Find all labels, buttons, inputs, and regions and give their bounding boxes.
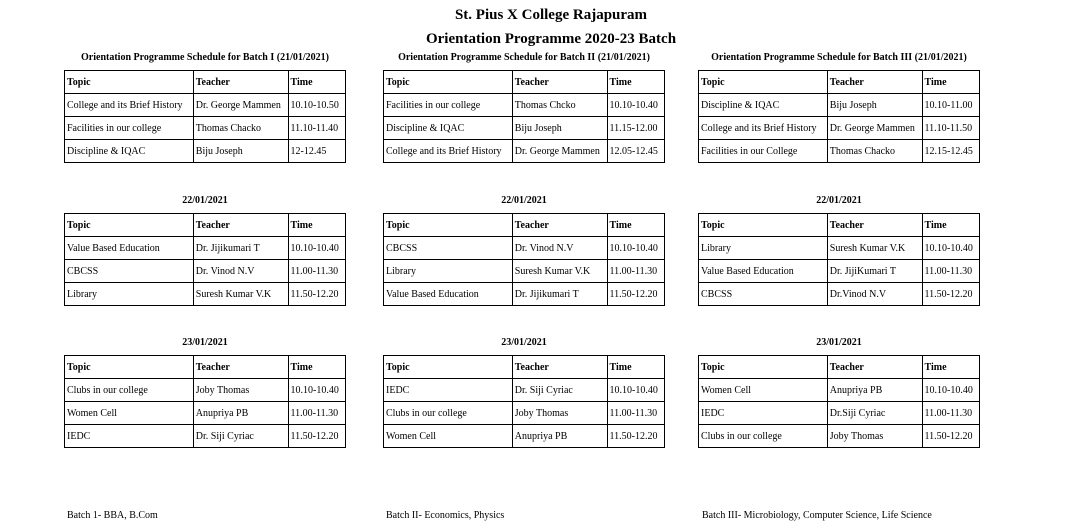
topic-cell: Library xyxy=(65,283,194,306)
table-header-row xyxy=(65,214,346,237)
college-title: St. Pius X College Rajapuram xyxy=(454,7,648,23)
topic-cell: Clubs in our college xyxy=(65,379,194,402)
schedule-heading: Orientation Programme Schedule for Batch I (21/01/2021) xyxy=(81,52,329,63)
column-header-time: Time xyxy=(922,356,980,379)
column-header-teacher: Teacher xyxy=(827,71,922,94)
table-row xyxy=(65,260,346,283)
topic-cell: Discipline & IQAC xyxy=(699,94,828,117)
table-row xyxy=(699,237,980,260)
column-header-time: Time xyxy=(922,71,980,94)
table-row xyxy=(384,283,665,306)
table-header-row xyxy=(65,71,346,94)
schedule-heading: 22/01/2021 xyxy=(182,195,228,206)
teacher-cell: Thomas Chacko xyxy=(193,117,288,140)
schedule-table xyxy=(383,355,665,448)
topic-cell: IEDC xyxy=(384,379,513,402)
teacher-cell: Thomas Chcko xyxy=(512,94,607,117)
topic-cell: Discipline & IQAC xyxy=(384,117,513,140)
topic-cell: CBCSS xyxy=(699,283,828,306)
teacher-cell: Dr. Jijikumari T xyxy=(193,237,288,260)
column-header-teacher: Teacher xyxy=(193,71,288,94)
teacher-cell: Dr. George Mammen xyxy=(827,117,922,140)
column-header-topic: Topic xyxy=(65,71,194,94)
column-header-time: Time xyxy=(607,214,665,237)
schedule-table xyxy=(698,70,980,163)
teacher-cell: Anupriya PB xyxy=(827,379,922,402)
topic-cell: Discipline & IQAC xyxy=(65,140,194,163)
table-row xyxy=(384,260,665,283)
table-header-row xyxy=(699,214,980,237)
column-header-topic: Topic xyxy=(384,71,513,94)
teacher-cell: Dr. Siji Cyriac xyxy=(512,379,607,402)
column-header-topic: Topic xyxy=(699,71,828,94)
table-header-row xyxy=(384,71,665,94)
batch-footer-note: Batch III- Microbiology, Computer Science, Life Science xyxy=(702,510,932,521)
topic-cell: IEDC xyxy=(65,425,194,448)
table-row xyxy=(65,140,346,163)
topic-cell: Value Based Education xyxy=(65,237,194,260)
time-cell: 11.00-11.30 xyxy=(922,260,980,283)
topic-cell: Facilities in our college xyxy=(384,94,513,117)
column-header-time: Time xyxy=(288,356,346,379)
time-cell: 11.50-12.20 xyxy=(607,283,665,306)
time-cell: 10.10-10.40 xyxy=(288,237,346,260)
schedule-table xyxy=(698,355,980,448)
topic-cell: Clubs in our college xyxy=(699,425,828,448)
column-header-teacher: Teacher xyxy=(512,71,607,94)
teacher-cell: Suresh Kumar V.K xyxy=(512,260,607,283)
teacher-cell: Joby Thomas xyxy=(512,402,607,425)
topic-cell: Value Based Education xyxy=(384,283,513,306)
teacher-cell: Joby Thomas xyxy=(193,379,288,402)
time-cell: 11.00-11.30 xyxy=(288,402,346,425)
teacher-cell: Dr.Vinod N.V xyxy=(827,283,922,306)
topic-cell: College and its Brief History xyxy=(65,94,194,117)
table-row xyxy=(699,402,980,425)
schedule-table xyxy=(64,70,346,163)
schedule-heading: 22/01/2021 xyxy=(816,195,862,206)
topic-cell: Facilities in our College xyxy=(699,140,828,163)
column-header-topic: Topic xyxy=(384,356,513,379)
table-row xyxy=(699,425,980,448)
schedule-heading: Orientation Programme Schedule for Batch II (21/01/2021) xyxy=(398,52,650,63)
teacher-cell: Dr. George Mammen xyxy=(512,140,607,163)
table-row xyxy=(384,402,665,425)
teacher-cell: Dr. Vinod N.V xyxy=(512,237,607,260)
column-header-topic: Topic xyxy=(384,214,513,237)
column-header-teacher: Teacher xyxy=(827,356,922,379)
column-header-time: Time xyxy=(922,214,980,237)
time-cell: 11.50-12.20 xyxy=(922,425,980,448)
time-cell: 11.50-12.20 xyxy=(288,425,346,448)
schedule-heading: 23/01/2021 xyxy=(501,337,547,348)
topic-cell: Women Cell xyxy=(384,425,513,448)
column-header-time: Time xyxy=(607,71,665,94)
schedule-heading: 23/01/2021 xyxy=(816,337,862,348)
column-header-teacher: Teacher xyxy=(193,214,288,237)
teacher-cell: Dr. Siji Cyriac xyxy=(193,425,288,448)
table-row xyxy=(384,94,665,117)
schedule-table xyxy=(383,70,665,163)
table-header-row xyxy=(384,214,665,237)
time-cell: 12.15-12.45 xyxy=(922,140,980,163)
topic-cell: Clubs in our college xyxy=(384,402,513,425)
teacher-cell: Dr. George Mammen xyxy=(193,94,288,117)
teacher-cell: Biju Joseph xyxy=(512,117,607,140)
table-row xyxy=(384,379,665,402)
teacher-cell: Thomas Chacko xyxy=(827,140,922,163)
topic-cell: Library xyxy=(384,260,513,283)
table-row xyxy=(65,283,346,306)
time-cell: 10.10-10.40 xyxy=(607,237,665,260)
table-row xyxy=(384,140,665,163)
column-header-teacher: Teacher xyxy=(193,356,288,379)
table-header-row xyxy=(65,356,346,379)
table-row xyxy=(699,94,980,117)
schedule-table xyxy=(64,355,346,448)
column-header-time: Time xyxy=(607,356,665,379)
column-header-topic: Topic xyxy=(699,356,828,379)
table-row xyxy=(65,379,346,402)
time-cell: 11.10-11.50 xyxy=(922,117,980,140)
table-row xyxy=(384,425,665,448)
batch-footer-note: Batch II- Economics, Physics xyxy=(386,510,505,521)
topic-cell: Facilities in our college xyxy=(65,117,194,140)
time-cell: 11.50-12.20 xyxy=(607,425,665,448)
time-cell: 11.00-11.30 xyxy=(922,402,980,425)
column-header-topic: Topic xyxy=(65,214,194,237)
time-cell: 10.10-10.40 xyxy=(288,379,346,402)
column-header-time: Time xyxy=(288,214,346,237)
time-cell: 11.50-12.20 xyxy=(288,283,346,306)
teacher-cell: Dr. JijiKumari T xyxy=(827,260,922,283)
teacher-cell: Biju Joseph xyxy=(827,94,922,117)
schedule-heading: 23/01/2021 xyxy=(182,337,228,348)
table-row xyxy=(65,237,346,260)
time-cell: 10.10-10.40 xyxy=(922,237,980,260)
table-row xyxy=(65,402,346,425)
time-cell: 11.00-11.30 xyxy=(607,402,665,425)
time-cell: 11.00-11.30 xyxy=(288,260,346,283)
table-row xyxy=(699,260,980,283)
topic-cell: Value Based Education xyxy=(699,260,828,283)
table-row xyxy=(65,117,346,140)
column-header-topic: Topic xyxy=(65,356,194,379)
table-row xyxy=(699,117,980,140)
time-cell: 11.15-12.00 xyxy=(607,117,665,140)
topic-cell: CBCSS xyxy=(65,260,194,283)
table-header-row xyxy=(699,71,980,94)
schedule-heading: Orientation Programme Schedule for Batch III (21/01/2021) xyxy=(711,52,967,63)
teacher-cell: Anupriya PB xyxy=(512,425,607,448)
time-cell: 10.10-10.40 xyxy=(607,379,665,402)
time-cell: 10.10-10.50 xyxy=(288,94,346,117)
table-row xyxy=(384,117,665,140)
time-cell: 11.00-11.30 xyxy=(607,260,665,283)
table-row xyxy=(65,94,346,117)
table-header-row xyxy=(384,356,665,379)
schedule-table xyxy=(383,213,665,306)
table-row xyxy=(699,140,980,163)
time-cell: 10.10-10.40 xyxy=(922,379,980,402)
schedule-table xyxy=(698,213,980,306)
column-header-time: Time xyxy=(288,71,346,94)
topic-cell: Library xyxy=(699,237,828,260)
teacher-cell: Biju Joseph xyxy=(193,140,288,163)
topic-cell: IEDC xyxy=(699,402,828,425)
time-cell: 12.05-12.45 xyxy=(607,140,665,163)
topic-cell: College and its Brief History xyxy=(384,140,513,163)
programme-title: Orientation Programme 2020-23 Batch xyxy=(425,31,677,47)
column-header-teacher: Teacher xyxy=(512,214,607,237)
batch-footer-note: Batch 1- BBA, B.Com xyxy=(67,510,158,521)
column-header-teacher: Teacher xyxy=(512,356,607,379)
teacher-cell: Joby Thomas xyxy=(827,425,922,448)
table-row xyxy=(699,379,980,402)
time-cell: 12-12.45 xyxy=(288,140,346,163)
schedule-heading: 22/01/2021 xyxy=(501,195,547,206)
time-cell: 10.10-11.00 xyxy=(922,94,980,117)
topic-cell: CBCSS xyxy=(384,237,513,260)
schedule-table xyxy=(64,213,346,306)
teacher-cell: Dr.Siji Cyriac xyxy=(827,402,922,425)
teacher-cell: Suresh Kumar V.K xyxy=(193,283,288,306)
teacher-cell: Dr. Vinod N.V xyxy=(193,260,288,283)
time-cell: 10.10-10.40 xyxy=(607,94,665,117)
column-header-topic: Topic xyxy=(699,214,828,237)
teacher-cell: Dr. Jijikumari T xyxy=(512,283,607,306)
topic-cell: Women Cell xyxy=(699,379,828,402)
teacher-cell: Suresh Kumar V.K xyxy=(827,237,922,260)
table-row xyxy=(384,237,665,260)
table-row xyxy=(699,283,980,306)
topic-cell: College and its Brief History xyxy=(699,117,828,140)
table-header-row xyxy=(699,356,980,379)
column-header-teacher: Teacher xyxy=(827,214,922,237)
topic-cell: Women Cell xyxy=(65,402,194,425)
time-cell: 11.10-11.40 xyxy=(288,117,346,140)
time-cell: 11.50-12.20 xyxy=(922,283,980,306)
table-row xyxy=(65,425,346,448)
teacher-cell: Anupriya PB xyxy=(193,402,288,425)
